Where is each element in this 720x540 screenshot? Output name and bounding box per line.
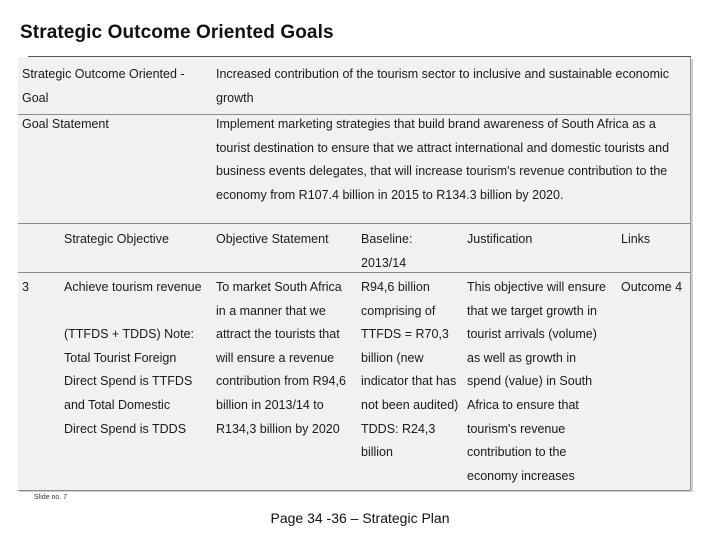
row-objective-statement: To market South Africa in a manner that we attract the tourists that will ensure a revenue contribution from R94,6 billion in 2013/14 to R134,3 billion by 2020 [216, 280, 346, 436]
row-justification: This objective will ensure that we target growth in tourist arrivals (volume) as well as growth in spend (value) in South Africa to ensure that tourism's revenue contribution to the economy increases [467, 280, 606, 483]
row-divider-header [18, 272, 690, 273]
row-strategic-objective: Achieve tourism revenue (TTFDS + TDDS) Note: Total Tourist Foreign Direct Spend is TTFDS and Total Domestic Direct Spend is TDDS [64, 280, 202, 436]
row-number: 3 [22, 280, 29, 294]
row-divider-statement [18, 223, 690, 224]
goal-value: Increased contribution of the tourism sector to inclusive and sustainable economic growth [216, 67, 670, 105]
row-links: Outcome 4 [621, 280, 683, 294]
header-baseline: Baseline: 2013/14 [361, 232, 413, 270]
goals-table [18, 57, 691, 490]
goal-statement-label: Goal Statement [22, 117, 109, 131]
slide-number: Slide no. 7 [34, 494, 68, 501]
page-title: Strategic Outcome Oriented Goals [20, 22, 334, 43]
goal-label: Strategic Outcome Oriented - Goal [22, 67, 185, 105]
header-links: Links [621, 232, 651, 246]
header-strategic-objective: Strategic Objective [64, 232, 169, 246]
row-baseline: R94,6 billion comprising of TTFDS = R70,3 billion (new indicator that has not been audited) TDDS: R24,3 billion [361, 280, 459, 460]
page-footer: Page 34 -36 – Strategic Plan [270, 510, 450, 526]
goal-statement-value: Implement marketing strategies that build brand awareness of South Africa as a tourist destination to ensure that we attract international and domestic tourists and business events delegates, that will increase tourism's revenue contribution to the economy from R107.4 billion in 2015 to R134.3 billion by 2020. [216, 117, 670, 202]
table-bottom-line [18, 490, 690, 491]
header-objective-statement: Objective Statement [216, 232, 329, 246]
header-justification: Justification [467, 232, 533, 246]
